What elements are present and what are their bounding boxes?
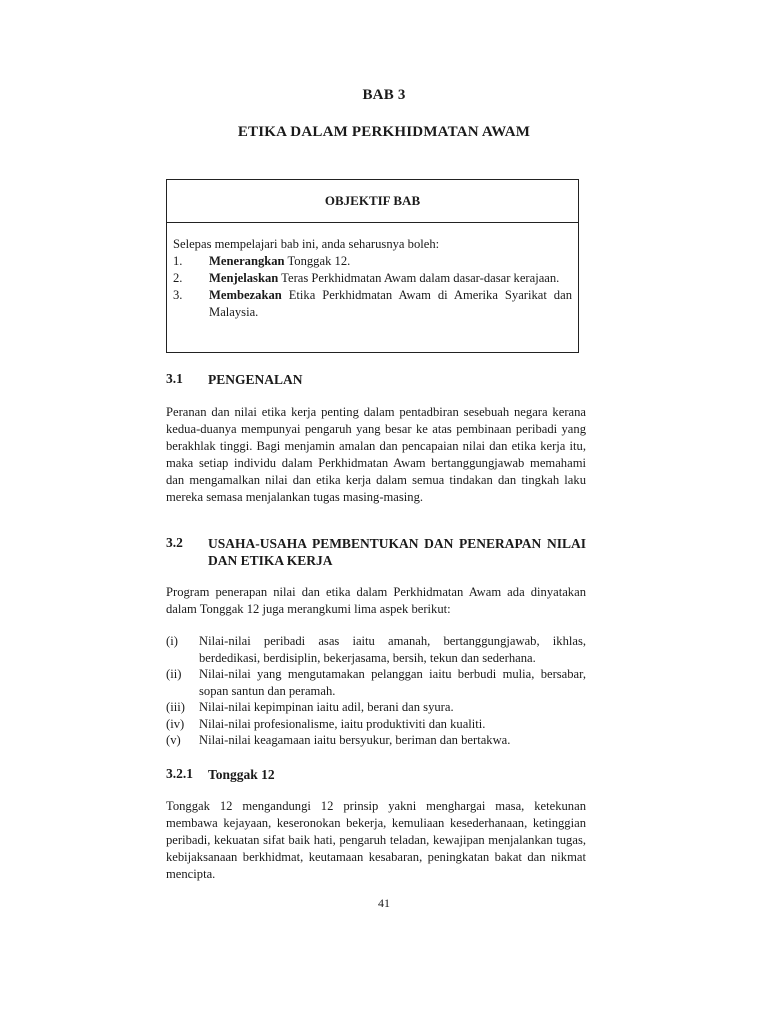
section-heading	[166, 535, 586, 569]
section-number: 3.2	[166, 535, 183, 550]
subsection-paragraph: Tonggak 12 mengandungi 12 prinsip yakni menghargai masa, ketekunan membawa kejayaan, keseronokan bekerja, kemuliaan kesederhanaan, ketinggian peribadi, kekuatan sifat baik hati, pengaruh teladan, kewajipan menjalankan tugas, kebijaksanaan berkhidmat, keutamaan kesabaran, peningkatan bakat dan nikmat mencipta.	[166, 799, 586, 881]
list-item-text: Nilai-nilai kepimpinan iaitu adil, berani dan syura.	[199, 700, 454, 714]
section-title: PENGENALAN	[208, 372, 303, 387]
objective-item	[173, 253, 572, 270]
list-item	[166, 666, 586, 699]
section-title: USAHA-USAHA PEMBENTUKAN DAN PENERAPAN NILAI DAN ETIKA KERJA	[208, 536, 586, 568]
subsection-title: Tonggak 12	[208, 767, 275, 782]
list-item-text: Nilai-nilai profesionalisme, iaitu produktiviti dan kualiti.	[199, 716, 486, 731]
list-item	[166, 699, 586, 716]
list-item-number: (iv)	[166, 716, 185, 731]
objectives-intro: Selepas mempelajari bab ini, anda seharusnya boleh:	[173, 237, 440, 251]
objective-number: 3.	[173, 288, 183, 302]
list-item-number: (iii)	[166, 700, 185, 714]
objective-text	[209, 253, 572, 270]
section-paragraph: Peranan dan nilai etika kerja penting dalam pentadbiran sesebuah negara kerana kedua-duanya mempunyai pengaruh yang besar ke atas pembinaan peribadi yang berakhlak tinggi. Bagi menjamin amalan dan pencapaian nilai dan etika kerja itu, maka setiap individu dalam Perkhidmatan Awam bertanggungjawab memahami dan mengamalkan nilai dan etika kerja dalam semua tindakan dan tingkah laku mereka semasa menjalankan tugas masing-masing.	[166, 405, 586, 504]
list-item-number: (v)	[166, 733, 181, 747]
objective-detail: Teras Perkhidmatan Awam dalam dasar-dasar kerajaan.	[278, 271, 560, 285]
section-heading	[166, 371, 586, 388]
objective-verb: Membezakan	[209, 288, 282, 302]
objective-text	[209, 287, 572, 321]
objectives-header: OBJEKTIF BAB	[167, 180, 578, 223]
section-number: 3.1	[166, 371, 183, 386]
objective-detail: Tonggak 12.	[284, 254, 351, 268]
objective-number: 2.	[173, 271, 183, 285]
chapter-number: BAB 3	[362, 87, 406, 103]
chapter-title: ETIKA DALAM PERKHIDMATAN AWAM	[237, 124, 531, 140]
objective-text	[209, 270, 572, 287]
section-paragraph: Program penerapan nilai dan etika dalam Perkhidmatan Awam ada dinyatakan dalam Tonggak 12 juga merangkumi lima aspek berikut:	[166, 585, 586, 616]
page-number: 41	[378, 896, 390, 910]
objective-detail: Etika Perkhidmatan Awam di Amerika Syarikat dan Malaysia.	[209, 288, 572, 319]
list-item	[166, 732, 586, 749]
list-item-number: (i)	[166, 634, 178, 648]
objective-item	[173, 287, 572, 321]
objective-verb: Menerangkan	[209, 254, 285, 268]
list-item-text: Nilai-nilai yang mengutamakan pelanggan iaitu berbudi mulia, bersabar, sopan santun dan peramah.	[199, 667, 586, 698]
subsection-heading	[166, 766, 586, 783]
values-list	[166, 633, 586, 749]
list-item	[166, 633, 586, 666]
list-item	[166, 716, 586, 733]
objectives-body	[167, 223, 578, 321]
list-item-text: Nilai-nilai keagamaan iaitu bersyukur, beriman dan bertakwa.	[199, 733, 511, 747]
objective-item	[173, 270, 572, 287]
list-item-number: (ii)	[166, 667, 182, 681]
objective-number: 1.	[173, 254, 183, 268]
objective-verb: Menjelaskan	[209, 271, 279, 285]
subsection-number: 3.2.1	[166, 766, 193, 781]
objectives-box	[166, 179, 579, 353]
list-item-text: Nilai-nilai peribadi asas iaitu amanah, bertanggungjawab, ikhlas, berdedikasi, berdisiplin, bekerjasama, bersih, tekun dan sederhana.	[199, 634, 586, 665]
